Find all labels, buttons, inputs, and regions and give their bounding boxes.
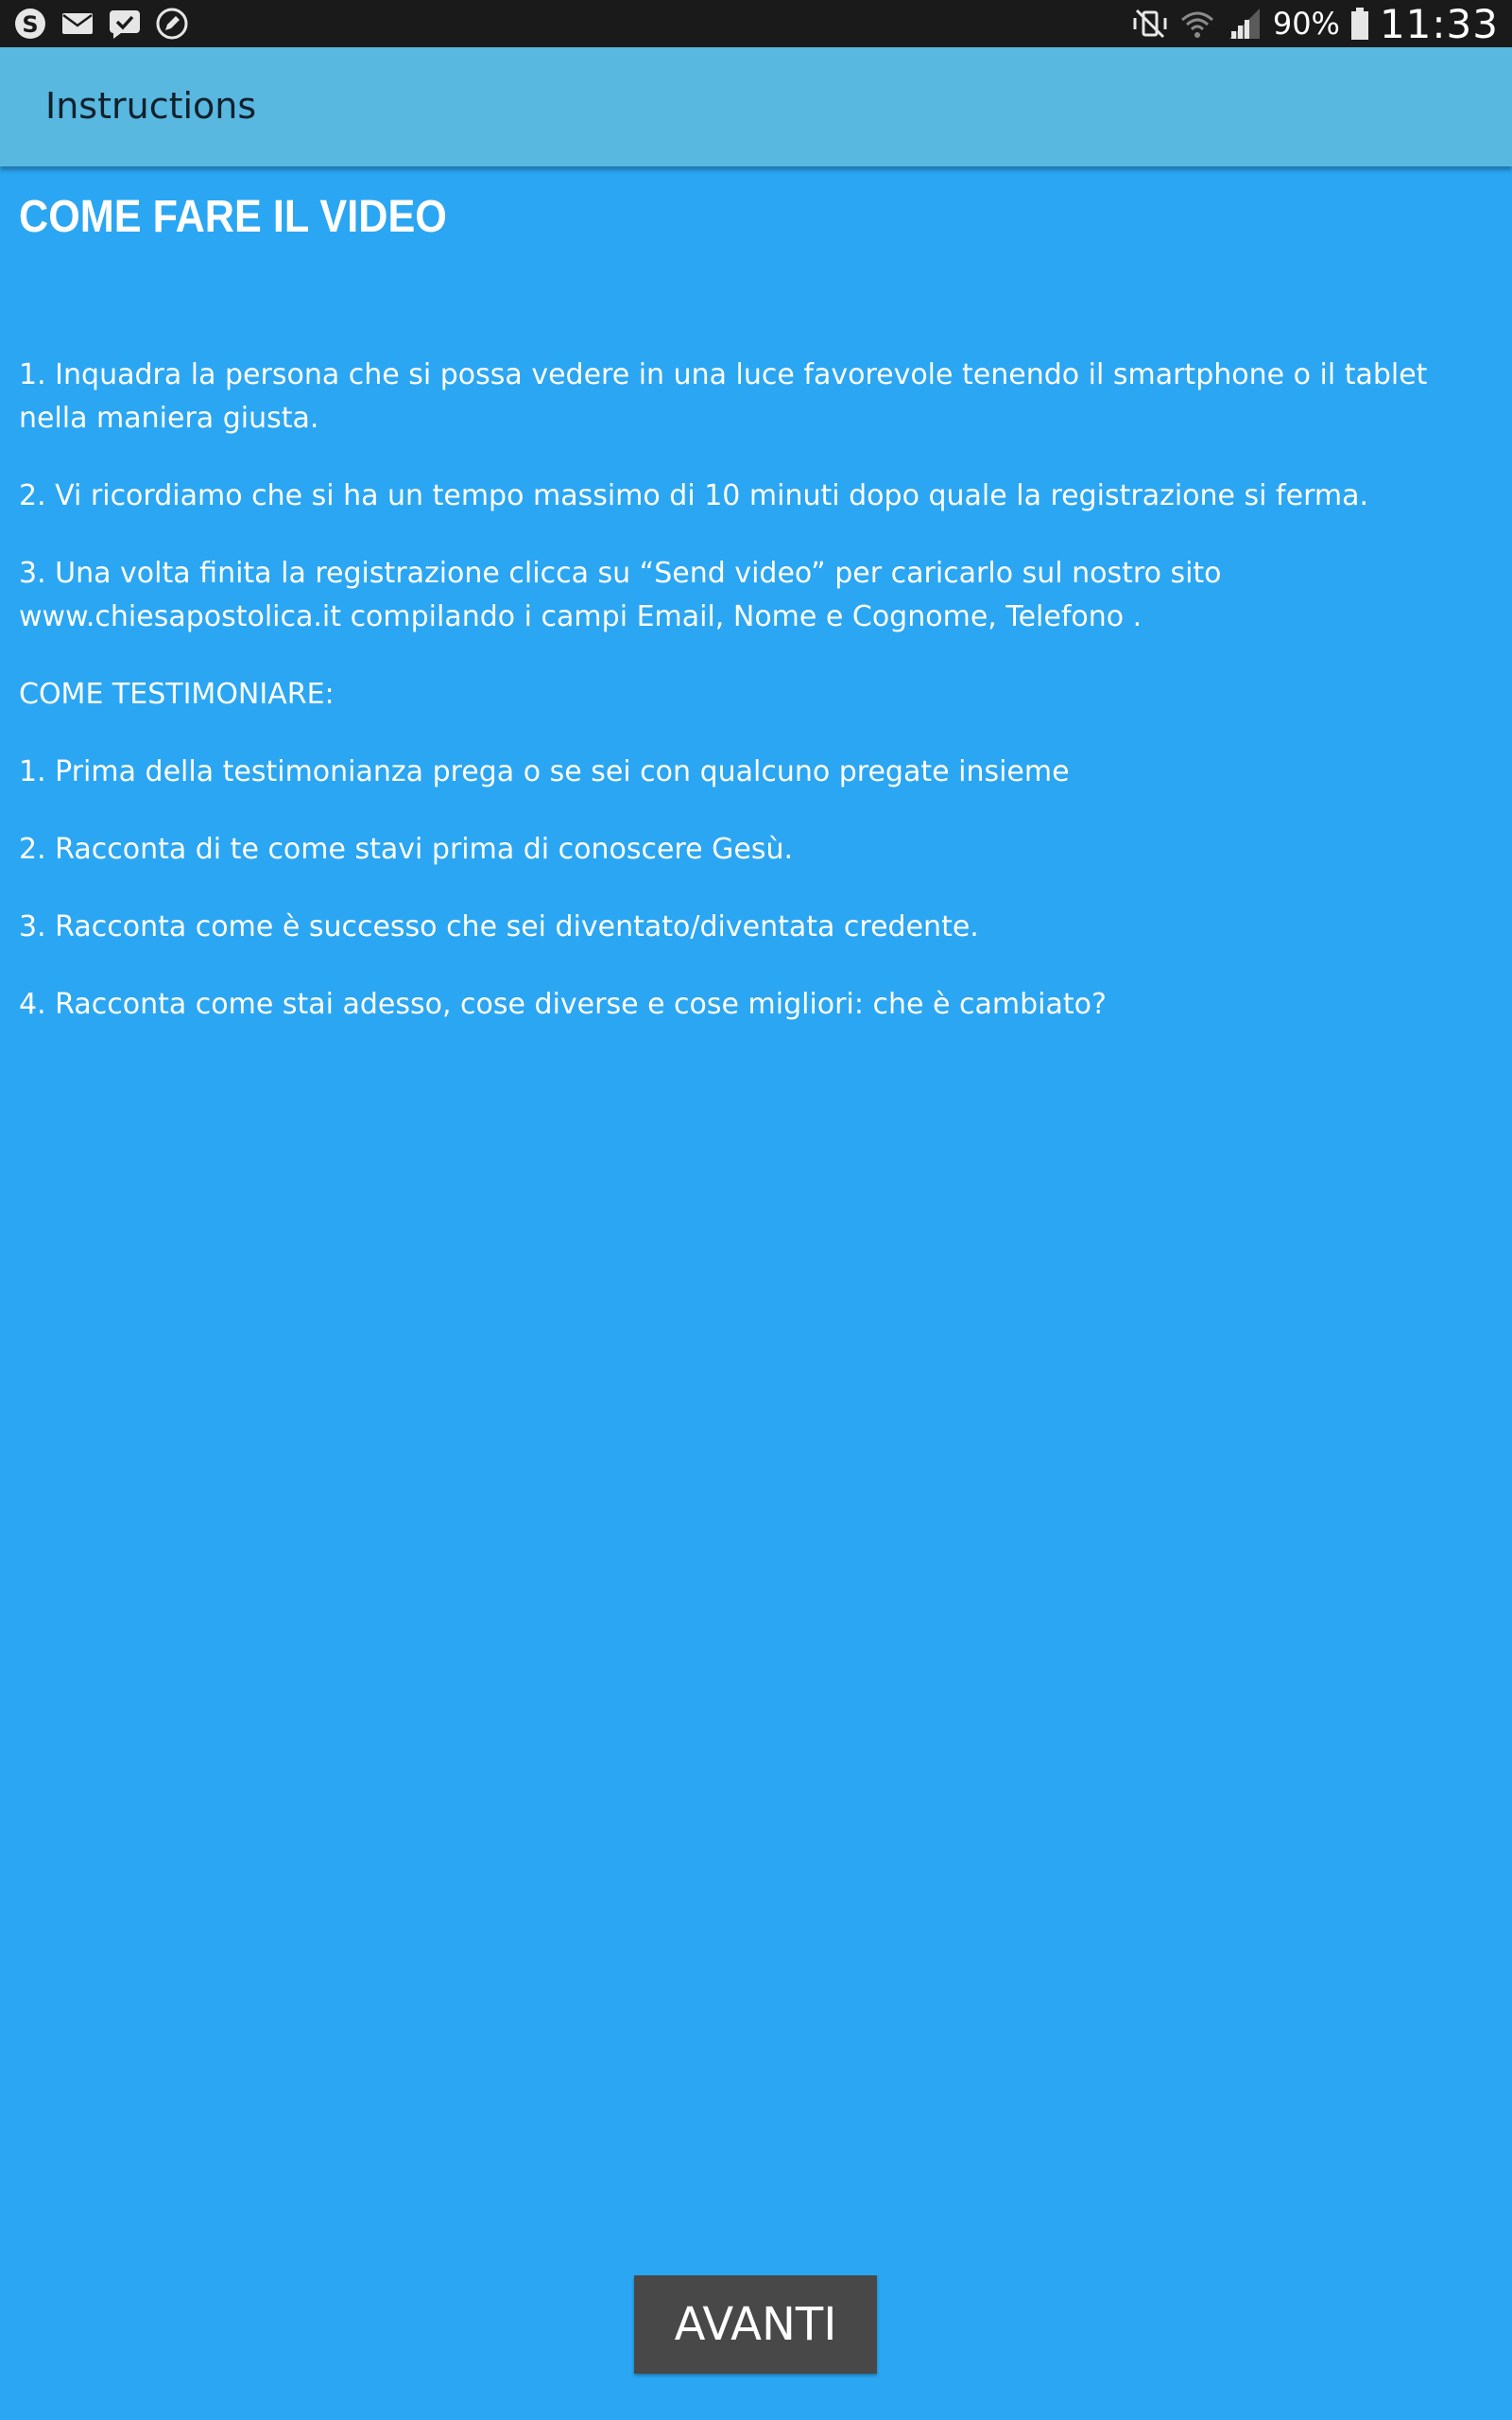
edit-icon: [155, 7, 189, 41]
page-title: Instructions: [45, 85, 257, 127]
instructions-list: [19, 354, 1493, 1027]
instruction-paragraph: 3. Racconta come è successo che sei diventato/diventata credente.: [19, 910, 979, 943]
svg-text:S: S: [22, 11, 39, 38]
instruction-paragraph: 4. Racconta come stai adesso, cose diverse e cose migliori: che è cambiato?: [19, 988, 1107, 1021]
instruction-paragraph: 1. Inquadra la persona che si possa vedere in una luce favorevole tenendo il smartphone o il tablet nella maniera giusta.: [19, 358, 1428, 435]
battery-percent: 90%: [1272, 6, 1340, 42]
section-heading: COME FARE IL VIDEO: [19, 192, 447, 242]
notification-icons: [13, 7, 189, 41]
vibrate-off-icon: [1131, 7, 1169, 41]
next-button[interactable]: AVANTI: [634, 2275, 877, 2374]
app-bar: [0, 47, 1512, 166]
signal-icon: [1226, 7, 1263, 41]
system-status: [1131, 0, 1499, 47]
check-badge-icon: [108, 7, 142, 41]
instruction-paragraph: 2. Vi ricordiamo che si ha un tempo massimo di 10 minuti dopo quale la registrazione si ferma.: [19, 479, 1369, 512]
subsection-heading: COME TESTIMONIARE:: [19, 678, 335, 711]
status-bar: [0, 0, 1512, 47]
instruction-paragraph: 3. Una volta finita la registrazione clicca su “Send video” per caricarlo sul nostro sito www.chiesapostolica.it compilando i campi Email, Nome e Cognome, Telefono .: [19, 557, 1222, 633]
battery-icon: [1349, 7, 1370, 41]
instructions-content: [19, 187, 1493, 1027]
skype-icon: [13, 7, 47, 41]
wifi-icon: [1178, 7, 1216, 41]
mail-icon: [60, 7, 94, 41]
clock: 11:33: [1379, 0, 1499, 47]
instruction-paragraph: 1. Prima della testimonianza prega o se sei con qualcuno pregate insieme: [19, 755, 1070, 788]
instruction-paragraph: 2. Racconta di te come stavi prima di conoscere Gesù.: [19, 833, 794, 866]
